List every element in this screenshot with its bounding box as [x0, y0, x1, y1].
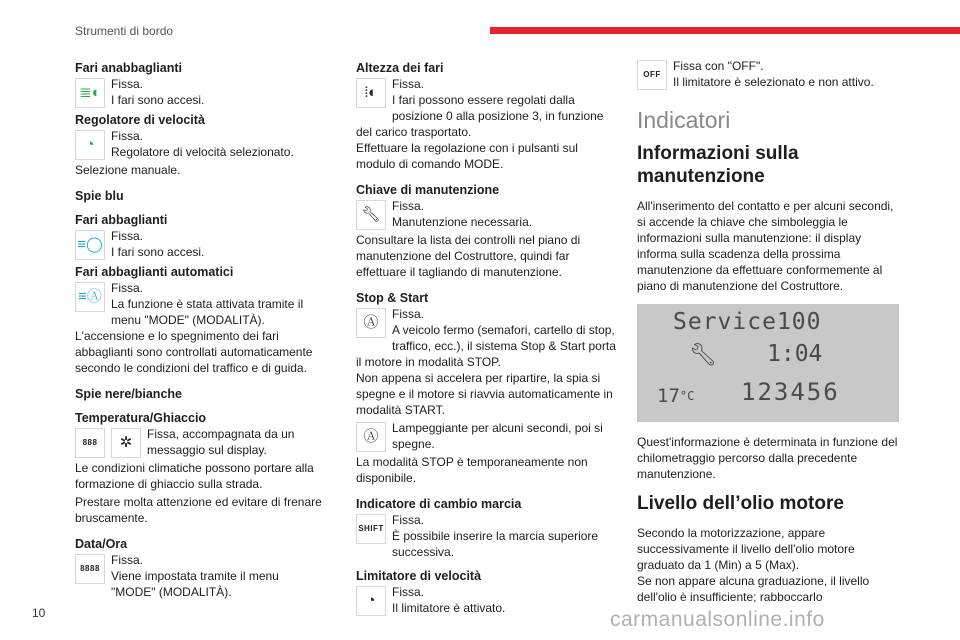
heading-fari-abbaglianti: Fari abbaglianti [75, 213, 168, 227]
wrench-icon: 🔧︎ [689, 343, 717, 368]
speed-limiter-off-icon: OFF [637, 60, 667, 90]
entry-limitatore-off [637, 58, 899, 92]
entry-altezza-fari [356, 76, 618, 140]
entry-text: La funzione è stata attivata tramite il menu "MODE" (MODALITÀ). [111, 297, 304, 327]
headlamp-level-icon: ⦙◐ [356, 78, 386, 108]
entry-text: Selezione manuale. [75, 163, 181, 177]
entry-text: Fissa. [392, 585, 425, 599]
entry-stop-start [356, 306, 618, 370]
low-beam-icon: ≣◐ [75, 78, 105, 108]
heading-regolatore: Regolatore di velocità [75, 113, 205, 127]
outside-temperature [657, 385, 695, 407]
column-1 [75, 58, 325, 600]
entry-text: I fari sono accesi. [111, 245, 205, 259]
stop-start-icon: Ⓐ [356, 422, 386, 452]
entry-chiave [356, 198, 618, 232]
entry-text: Fissa. [111, 281, 144, 295]
heading-chiave: Chiave di manutenzione [356, 183, 500, 197]
entry-text: Viene impostata tramite il menu "MODE" (MODALITÀ). [111, 569, 279, 599]
entry-text: Fissa. [392, 199, 425, 213]
date-time-icon: 8888 [75, 554, 105, 584]
heading-fari-anabbaglianti: Fari anabbaglianti [75, 61, 182, 75]
entry-text: Il limitatore è attivato. [392, 601, 506, 615]
entry-text: Fissa. [392, 307, 425, 321]
temperature-value: 17 [657, 385, 680, 407]
running-header: Strumenti di bordo [75, 24, 174, 38]
entry-data-ora [75, 552, 325, 600]
temperature-unit: °C [679, 389, 695, 403]
entry-text: L'accensione e lo spegnimento dei fari abbaglianti sono controllati automaticamente secondo le condizioni del traffico e di guida. [75, 329, 313, 375]
auto-high-beam-icon: ≡Ⓐ [75, 282, 105, 312]
service-time: 1:04 [767, 341, 823, 367]
speed-limiter-icon: ◔ [356, 586, 386, 616]
gear-shift-icon [356, 514, 386, 544]
heading-altezza-fari: Altezza dei fari [356, 61, 444, 75]
heading-data-ora: Data/Ora [75, 537, 128, 551]
entry-text: La modalità STOP è temporaneamente non disponibile. [356, 455, 588, 485]
entry-text: Fissa. [111, 129, 144, 143]
header-accent-bar [490, 27, 960, 34]
heading-cambio-marcia: Indicatore di cambio marcia [356, 497, 522, 511]
high-beam-icon: ≡◯ [75, 230, 105, 260]
entry-text: I fari sono accesi. [111, 93, 205, 107]
entry-cambio-marcia [356, 512, 618, 560]
entry-text: Fissa. [111, 77, 144, 91]
stop-start-icon: Ⓐ [356, 308, 386, 338]
section-title-indicatori: Indicatori [637, 107, 731, 133]
entry-limitatore [356, 584, 618, 618]
column-3 [637, 58, 899, 615]
paragraph-livello-olio-2: Se non appare alcuna graduazione, il livello dell'olio è insufficiente; rabboccarlo [637, 574, 870, 604]
entry-fari-abbaglianti [75, 228, 325, 262]
entry-text: Fissa. [392, 513, 425, 527]
paragraph-livello-olio: Secondo la motorizzazione, appare successivamente il livello dell'olio motore graduato da 1 (Min) a 5 (Max). [637, 526, 855, 572]
gear-shift-label: SHIFT [358, 524, 384, 533]
entry-stop-start-blink [356, 420, 618, 454]
entry-fari-auto [75, 280, 325, 328]
cruise-control-icon: ◔ [75, 130, 105, 160]
watermark: carmanualsonline.info [610, 608, 825, 631]
entry-text: Fissa con "OFF". [673, 59, 764, 73]
entry-text: Non appena si accelera per ripartire, la spia si spegne e il motore si riavvia automaticamente in modalità START. [356, 371, 613, 417]
heading-fari-auto: Fari abbaglianti automatici [75, 265, 234, 279]
entry-text: È possibile inserire la marcia superiore successiva. [392, 529, 599, 559]
entry-text: Effettuare la regolazione con i pulsanti sul modulo di comando MODE. [356, 141, 578, 171]
entry-text: Fissa. [111, 229, 144, 243]
service-display-image [637, 304, 899, 422]
entry-text: Lampeggiante per alcuni secondi, poi si spegne. [392, 421, 603, 451]
entry-text: I fari possono essere regolati dalla posizione 0 alla posizione 3, in funzione del carico trasportato. [356, 93, 604, 139]
page-number: 10 [32, 606, 46, 620]
entry-fari-anabbaglianti [75, 76, 325, 110]
entry-text: Il limitatore è selezionato e non attivo. [673, 75, 874, 89]
heading-temperatura: Temperatura/Ghiaccio [75, 411, 207, 425]
entry-temperatura [75, 426, 325, 460]
paragraph-info-manutenzione: All'inserimento del contatto e per alcuni secondi, si accende la chiave che simboleggia le informazioni sulla manutenzione: il display informa sulla scadenza della prossima manutenzione da effettuare conformemente al piano di manutenzione del Costruttore. [637, 199, 894, 293]
heading-spie-blu: Spie blu [75, 189, 124, 203]
temperature-display-icon: 888 [75, 428, 105, 458]
service-value: 100 [776, 309, 822, 335]
heading-stop-start: Stop & Start [356, 291, 429, 305]
service-text: Service [673, 309, 777, 335]
odometer: 123456 [741, 378, 840, 406]
wrench-icon: 🔧︎ [356, 200, 386, 230]
heading-info-manutenzione: Informazioni sulla manutenzione [637, 143, 799, 187]
entry-text: Regolatore di velocità selezionato. [111, 145, 294, 159]
entry-text: Fissa. [111, 553, 144, 567]
paragraph-info-note: Quest'informazione è determinata in funzione del chilometraggio percorso dalla precedente manutenzione. [637, 435, 898, 481]
heading-limitatore: Limitatore di velocità [356, 569, 482, 583]
entry-text: Manutenzione necessaria. [392, 215, 533, 229]
entry-regolatore [75, 128, 325, 162]
entry-text: Prestare molta attenzione ed evitare di frenare bruscamente. [75, 495, 322, 525]
heading-livello-olio: Livello dell’olio motore [637, 493, 844, 514]
snowflake-icon: ✲ [111, 428, 141, 458]
entry-text: Le condizioni climatiche possono portare alla formazione di ghiaccio sulla strada. [75, 461, 314, 491]
entry-text: A veicolo fermo (semafori, cartello di stop, traffico, ecc.), il sistema Stop & Start porta il motore in modalità STOP. [356, 323, 616, 369]
entry-text: Fissa. [392, 77, 425, 91]
entry-text: Consultare la lista dei controlli nel piano di manutenzione del Costruttore, quindi far effettuare il tagliando di manutenzione. [356, 233, 581, 279]
column-2 [356, 58, 618, 618]
heading-spie-nere: Spie nere/bianche [75, 387, 182, 401]
service-label [673, 309, 822, 335]
entry-text: Fissa, accompagnata da un messaggio sul display. [147, 427, 295, 457]
